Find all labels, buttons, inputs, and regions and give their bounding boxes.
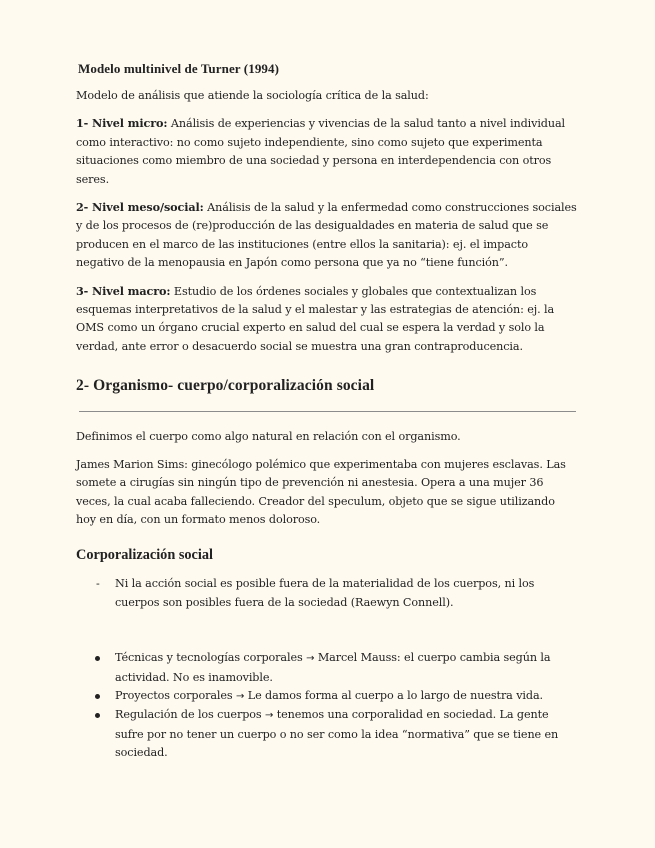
section-heading-corporalizacion: Corporalización social bbox=[76, 547, 213, 564]
level-micro-paragraph bbox=[76, 114, 578, 189]
bullet-dot-icon bbox=[95, 713, 100, 718]
dash-marker: - bbox=[96, 577, 100, 591]
right-arrow-icon: → bbox=[236, 690, 245, 702]
document-page bbox=[76, 58, 578, 763]
list-item-text-end: Marcel Mauss: el cuerpo cambia según la actividad. No es inamovible. bbox=[115, 651, 551, 684]
list-item-text-end: Le damos forma al cuerpo a lo largo de nuestra vida. bbox=[244, 688, 543, 702]
bullet-list bbox=[76, 649, 578, 762]
level-meso-text: Análisis de la salud y la enfermedad como construcciones sociales y de los procesos de (re)producción de las desigualdades en materia de salud que se producen en el marco de las instituciones (entre ellos la sanitaria): ej. el impacto negativo de la menopausia en Japón como persona que ya no “tiene función”. bbox=[76, 201, 577, 270]
intro-paragraph: Modelo de análisis que atiende la sociología crítica de la salud: bbox=[76, 89, 429, 102]
bullet-dot-icon bbox=[95, 656, 100, 661]
level-micro-label: 1- Nivel micro: bbox=[76, 116, 168, 131]
level-macro-text: Estudio de los órdenes sociales y globales que contextualizan los esquemas interpretativos de la salud y el malestar y las estrategias de atención: ej. la OMS como un órgano crucial experto en salud del cual se espera la verdad y solo la verdad, ante error o desacuerdo social se muestra una gran contraproducencia. bbox=[76, 284, 555, 353]
list-item bbox=[76, 687, 578, 706]
list-item bbox=[76, 706, 578, 762]
level-meso-label: 2- Nivel meso/social: bbox=[76, 200, 204, 215]
sims-paragraph: James Marion Sims: ginecólogo polémico que experimentaba con mujeres esclavas. Las somete a cirugías sin ningún tipo de prevención ni anestesia. Opera a una mujer 36 veces, la cual acaba falleciendo. Creador del speculum, objeto que se sigue utilizando hoy en día, con un formato menos doloroso. bbox=[76, 457, 566, 526]
level-meso-paragraph bbox=[76, 198, 578, 273]
list-item-text-start: Regulación de los cuerpos bbox=[115, 708, 265, 722]
definition-paragraph: Definimos el cuerpo como algo natural en relación con el organismo. bbox=[76, 430, 461, 444]
level-macro-label: 3- Nivel macro: bbox=[76, 283, 171, 298]
level-micro-text: Análisis de experiencias y vivencias de la salud tanto a nivel individual como interactivo: no como sujeto independiente, sino como sujeto que experimenta situaciones como miembro de una sociedad y persona en interdependencia con otros seres. bbox=[76, 117, 566, 186]
list-item-text-start: Técnicas y tecnologías corporales bbox=[115, 651, 307, 665]
level-macro-paragraph bbox=[76, 282, 578, 357]
document-title: Modelo multinivel de Turner (1994) bbox=[78, 61, 280, 76]
section-heading-organismo: 2- Organismo- cuerpo/corporalización social bbox=[76, 377, 375, 395]
list-item bbox=[76, 575, 578, 612]
list-item-text: Ni la acción social es posible fuera de la materialidad de los cuerpos, ni los cuerpos son posibles fuera de la sociedad (Raewyn Connell). bbox=[115, 577, 535, 609]
right-arrow-icon: → bbox=[306, 653, 315, 665]
list-item bbox=[76, 649, 578, 687]
horizontal-divider bbox=[79, 411, 576, 412]
bullet-dot-icon bbox=[95, 694, 100, 699]
dash-list bbox=[76, 575, 578, 612]
list-item-text-end: tenemos una corporalidad en sociedad. La gente sufre por no tener un cuerpo o no ser como la idea “normativa” que se tiene en sociedad. bbox=[115, 708, 559, 760]
right-arrow-icon: → bbox=[264, 710, 274, 722]
list-item-text-start: Proyectos corporales bbox=[115, 688, 237, 702]
